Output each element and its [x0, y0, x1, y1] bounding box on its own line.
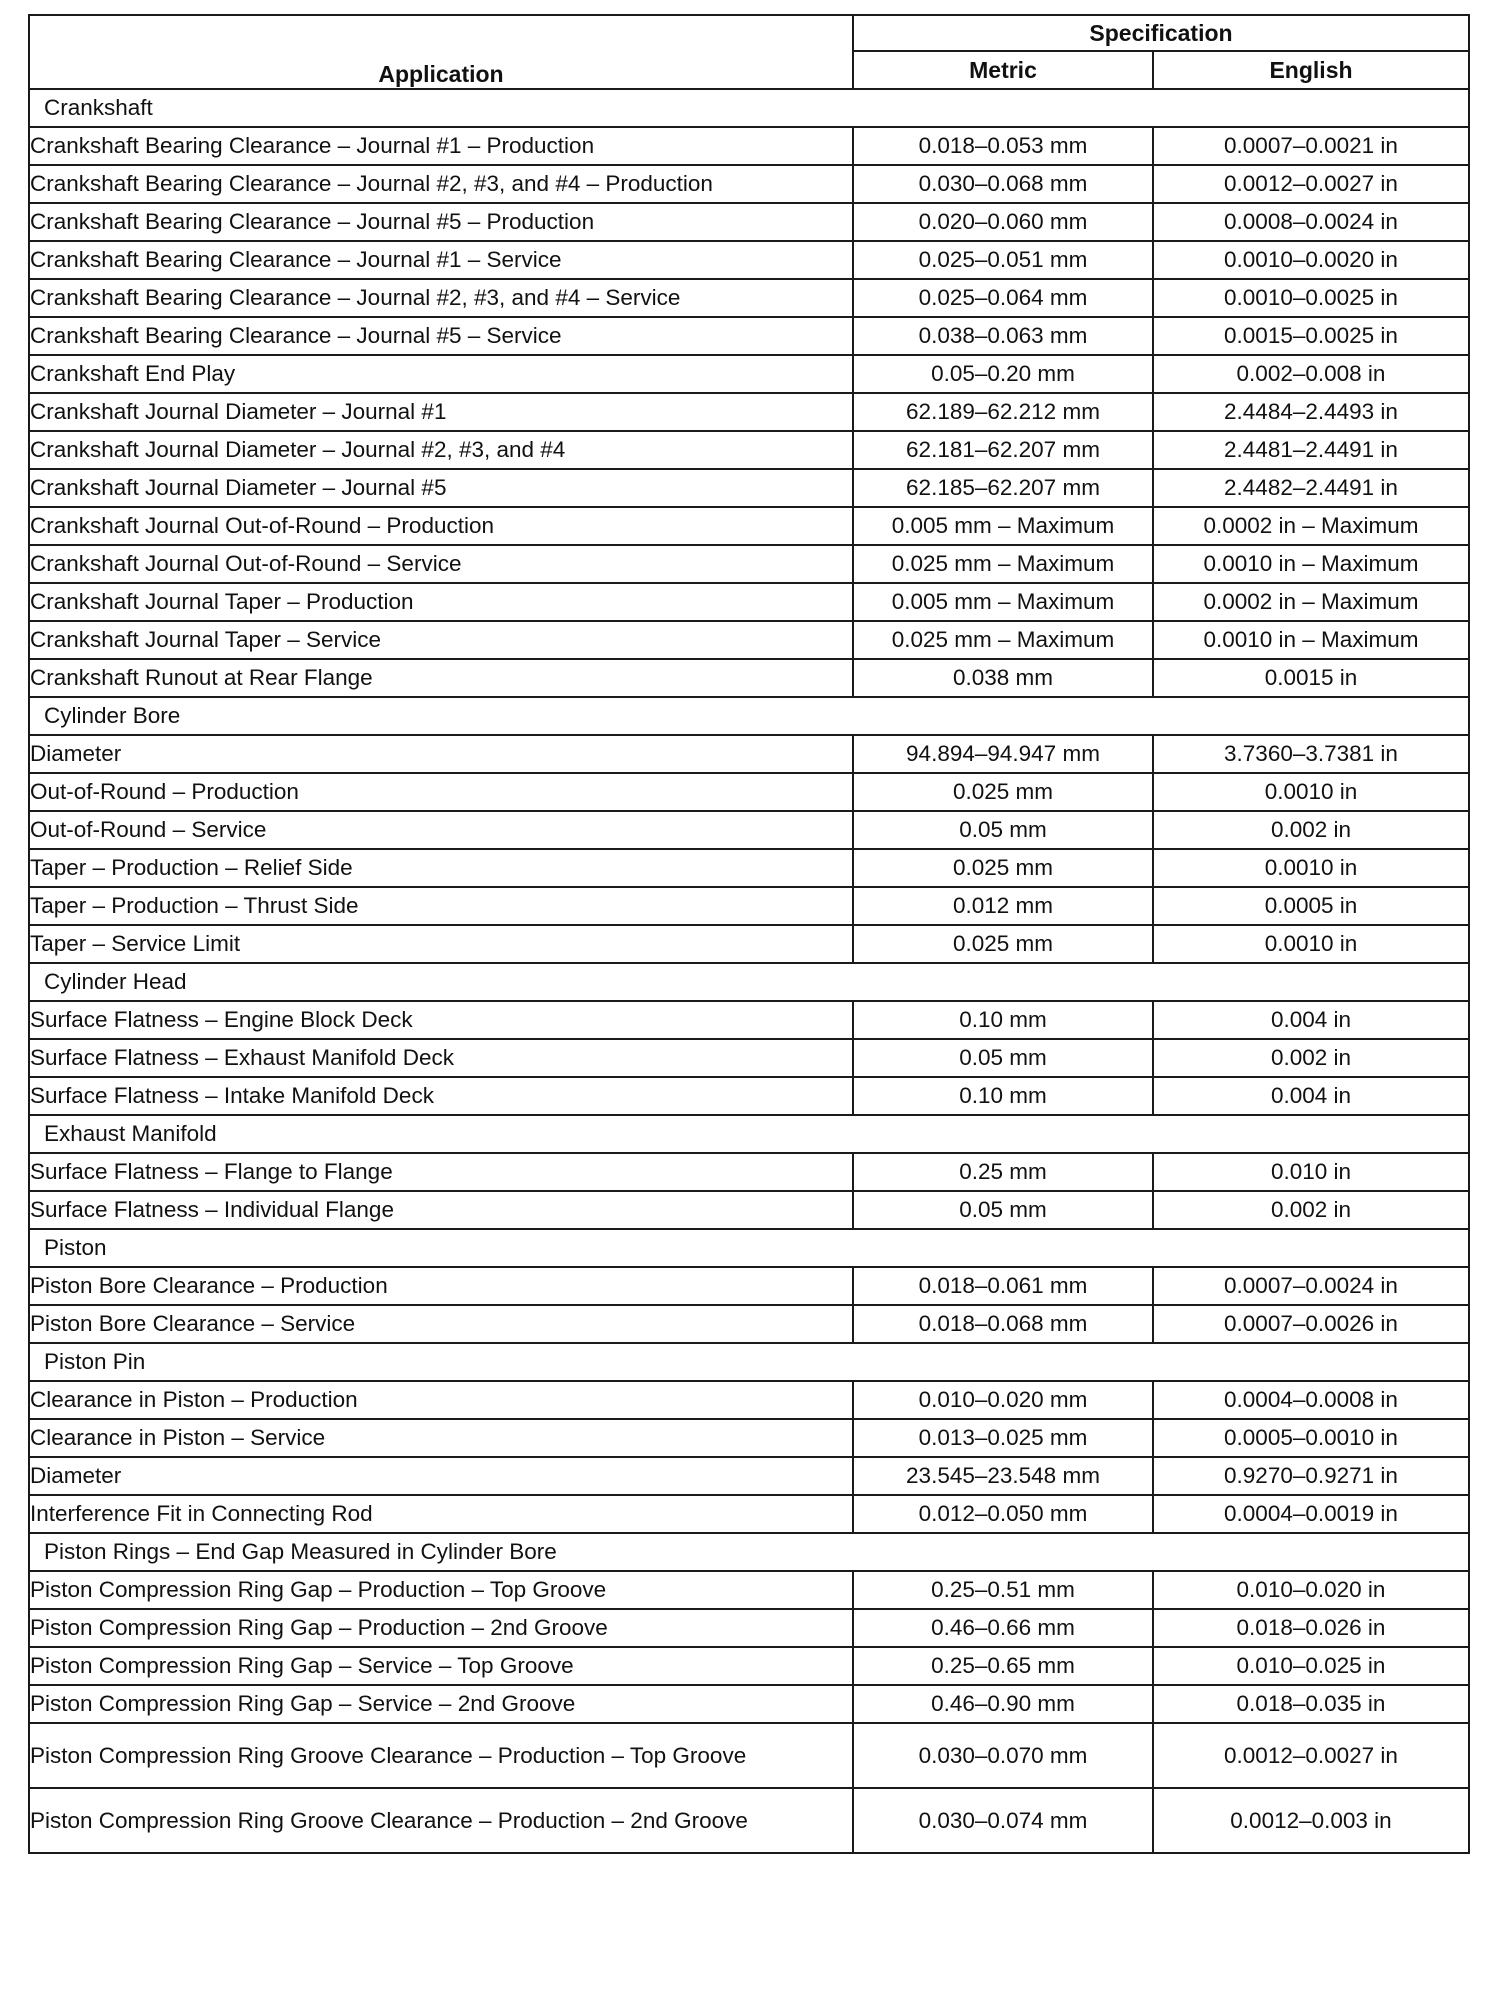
application-cell: Crankshaft Journal Out-of-Round – Service	[29, 545, 853, 583]
application-cell: Piston Bore Clearance – Service	[29, 1305, 853, 1343]
metric-header: Metric	[853, 51, 1153, 89]
section-title: Cylinder Head	[29, 963, 1469, 1001]
table-row	[29, 393, 1469, 431]
english-cell: 0.004 in	[1153, 1001, 1469, 1039]
metric-cell: 0.025 mm	[853, 773, 1153, 811]
table-row	[29, 735, 1469, 773]
metric-cell: 0.030–0.068 mm	[853, 165, 1153, 203]
english-cell: 0.0012–0.0027 in	[1153, 165, 1469, 203]
english-cell: 0.0007–0.0021 in	[1153, 127, 1469, 165]
metric-cell: 0.025 mm	[853, 925, 1153, 963]
section-title: Crankshaft	[29, 89, 1469, 127]
table-row	[29, 925, 1469, 963]
table-body	[29, 89, 1469, 1853]
english-cell: 0.0012–0.0027 in	[1153, 1723, 1469, 1788]
application-cell: Crankshaft Bearing Clearance – Journal #1 – Service	[29, 241, 853, 279]
english-cell: 0.0002 in – Maximum	[1153, 583, 1469, 621]
metric-cell: 0.005 mm – Maximum	[853, 583, 1153, 621]
application-cell: Crankshaft Journal Out-of-Round – Production	[29, 507, 853, 545]
table-row	[29, 1153, 1469, 1191]
table-row	[29, 203, 1469, 241]
english-cell: 2.4484–2.4493 in	[1153, 393, 1469, 431]
table-row	[29, 317, 1469, 355]
specification-table	[28, 14, 1470, 1854]
metric-cell: 0.10 mm	[853, 1077, 1153, 1115]
application-cell: Diameter	[29, 1457, 853, 1495]
metric-cell: 0.018–0.061 mm	[853, 1267, 1153, 1305]
spec-page	[28, 14, 1468, 1854]
english-cell: 0.010–0.020 in	[1153, 1571, 1469, 1609]
table-row	[29, 1457, 1469, 1495]
specification-header: Specification	[853, 15, 1469, 51]
english-cell: 0.0010–0.0020 in	[1153, 241, 1469, 279]
metric-cell: 0.25–0.51 mm	[853, 1571, 1153, 1609]
application-cell: Surface Flatness – Exhaust Manifold Deck	[29, 1039, 853, 1077]
metric-cell: 0.025 mm – Maximum	[853, 621, 1153, 659]
metric-cell: 0.46–0.66 mm	[853, 1609, 1153, 1647]
section-row	[29, 1115, 1469, 1153]
metric-cell: 0.05–0.20 mm	[853, 355, 1153, 393]
application-cell: Out-of-Round – Production	[29, 773, 853, 811]
application-cell: Crankshaft Runout at Rear Flange	[29, 659, 853, 697]
english-cell: 0.0010 in – Maximum	[1153, 621, 1469, 659]
table-row	[29, 849, 1469, 887]
application-cell: Piston Compression Ring Gap – Service – 2nd Groove	[29, 1685, 853, 1723]
metric-cell: 0.05 mm	[853, 1039, 1153, 1077]
application-header: Application	[29, 15, 853, 89]
english-cell: 0.0010 in	[1153, 925, 1469, 963]
table-header	[29, 15, 1469, 89]
application-cell: Piston Compression Ring Groove Clearance – Production – Top Groove	[29, 1723, 853, 1788]
table-row	[29, 1723, 1469, 1788]
application-cell: Surface Flatness – Individual Flange	[29, 1191, 853, 1229]
english-cell: 0.0004–0.0019 in	[1153, 1495, 1469, 1533]
section-row	[29, 1533, 1469, 1571]
table-row	[29, 659, 1469, 697]
english-cell: 0.0010–0.0025 in	[1153, 279, 1469, 317]
table-row	[29, 1419, 1469, 1457]
application-cell: Crankshaft Bearing Clearance – Journal #5 – Production	[29, 203, 853, 241]
table-row	[29, 279, 1469, 317]
application-cell: Crankshaft End Play	[29, 355, 853, 393]
application-cell: Piston Compression Ring Gap – Production – 2nd Groove	[29, 1609, 853, 1647]
metric-cell: 0.020–0.060 mm	[853, 203, 1153, 241]
metric-cell: 0.025–0.064 mm	[853, 279, 1153, 317]
english-cell: 0.002 in	[1153, 811, 1469, 849]
section-title: Piston	[29, 1229, 1469, 1267]
section-title: Piston Pin	[29, 1343, 1469, 1381]
table-row	[29, 1191, 1469, 1229]
metric-cell: 0.46–0.90 mm	[853, 1685, 1153, 1723]
table-row	[29, 1001, 1469, 1039]
metric-cell: 0.038–0.063 mm	[853, 317, 1153, 355]
metric-cell: 94.894–94.947 mm	[853, 735, 1153, 773]
application-cell: Taper – Production – Thrust Side	[29, 887, 853, 925]
metric-cell: 62.185–62.207 mm	[853, 469, 1153, 507]
metric-cell: 0.05 mm	[853, 811, 1153, 849]
section-title: Cylinder Bore	[29, 697, 1469, 735]
table-row	[29, 1571, 1469, 1609]
application-cell: Crankshaft Bearing Clearance – Journal #2, #3, and #4 – Service	[29, 279, 853, 317]
table-row	[29, 355, 1469, 393]
section-row	[29, 89, 1469, 127]
application-cell: Crankshaft Journal Taper – Service	[29, 621, 853, 659]
application-cell: Crankshaft Journal Diameter – Journal #1	[29, 393, 853, 431]
table-row	[29, 127, 1469, 165]
english-cell: 0.0015–0.0025 in	[1153, 317, 1469, 355]
metric-cell: 62.189–62.212 mm	[853, 393, 1153, 431]
table-row	[29, 241, 1469, 279]
english-cell: 0.0010 in – Maximum	[1153, 545, 1469, 583]
english-cell: 0.9270–0.9271 in	[1153, 1457, 1469, 1495]
application-cell: Piston Compression Ring Gap – Production – Top Groove	[29, 1571, 853, 1609]
english-cell: 3.7360–3.7381 in	[1153, 735, 1469, 773]
section-row	[29, 697, 1469, 735]
english-cell: 0.002–0.008 in	[1153, 355, 1469, 393]
english-cell: 0.0005–0.0010 in	[1153, 1419, 1469, 1457]
table-row	[29, 773, 1469, 811]
metric-cell: 62.181–62.207 mm	[853, 431, 1153, 469]
application-cell: Surface Flatness – Engine Block Deck	[29, 1001, 853, 1039]
english-cell: 0.018–0.035 in	[1153, 1685, 1469, 1723]
section-title: Exhaust Manifold	[29, 1115, 1469, 1153]
metric-cell: 0.25–0.65 mm	[853, 1647, 1153, 1685]
section-row	[29, 963, 1469, 1001]
table-row	[29, 1647, 1469, 1685]
table-row	[29, 1685, 1469, 1723]
english-cell: 2.4481–2.4491 in	[1153, 431, 1469, 469]
application-cell: Crankshaft Journal Diameter – Journal #2, #3, and #4	[29, 431, 853, 469]
metric-cell: 0.025–0.051 mm	[853, 241, 1153, 279]
table-row	[29, 165, 1469, 203]
application-cell: Taper – Service Limit	[29, 925, 853, 963]
english-cell: 0.004 in	[1153, 1077, 1469, 1115]
table-row	[29, 621, 1469, 659]
table-row	[29, 1609, 1469, 1647]
metric-cell: 0.012 mm	[853, 887, 1153, 925]
metric-cell: 0.025 mm – Maximum	[853, 545, 1153, 583]
english-cell: 2.4482–2.4491 in	[1153, 469, 1469, 507]
english-cell: 0.0010 in	[1153, 849, 1469, 887]
application-cell: Crankshaft Journal Taper – Production	[29, 583, 853, 621]
english-cell: 0.002 in	[1153, 1191, 1469, 1229]
table-row	[29, 545, 1469, 583]
english-cell: 0.0007–0.0026 in	[1153, 1305, 1469, 1343]
metric-cell: 0.10 mm	[853, 1001, 1153, 1039]
english-cell: 0.0004–0.0008 in	[1153, 1381, 1469, 1419]
table-row	[29, 1788, 1469, 1853]
english-cell: 0.0010 in	[1153, 773, 1469, 811]
metric-cell: 23.545–23.548 mm	[853, 1457, 1153, 1495]
english-cell: 0.002 in	[1153, 1039, 1469, 1077]
english-cell: 0.010 in	[1153, 1153, 1469, 1191]
application-cell: Piston Bore Clearance – Production	[29, 1267, 853, 1305]
english-cell: 0.0012–0.003 in	[1153, 1788, 1469, 1853]
metric-cell: 0.25 mm	[853, 1153, 1153, 1191]
application-cell: Crankshaft Bearing Clearance – Journal #2, #3, and #4 – Production	[29, 165, 853, 203]
english-cell: 0.0008–0.0024 in	[1153, 203, 1469, 241]
metric-cell: 0.025 mm	[853, 849, 1153, 887]
table-row	[29, 1305, 1469, 1343]
metric-cell: 0.005 mm – Maximum	[853, 507, 1153, 545]
table-row	[29, 1495, 1469, 1533]
section-title: Piston Rings – End Gap Measured in Cylinder Bore	[29, 1533, 1469, 1571]
application-cell: Clearance in Piston – Production	[29, 1381, 853, 1419]
table-row	[29, 887, 1469, 925]
application-cell: Piston Compression Ring Groove Clearance – Production – 2nd Groove	[29, 1788, 853, 1853]
english-cell: 0.0015 in	[1153, 659, 1469, 697]
english-cell: 0.018–0.026 in	[1153, 1609, 1469, 1647]
application-cell: Diameter	[29, 735, 853, 773]
application-cell: Clearance in Piston – Service	[29, 1419, 853, 1457]
table-row	[29, 1267, 1469, 1305]
table-row	[29, 1039, 1469, 1077]
table-row	[29, 1077, 1469, 1115]
application-cell: Out-of-Round – Service	[29, 811, 853, 849]
table-row	[29, 811, 1469, 849]
table-row	[29, 507, 1469, 545]
metric-cell: 0.030–0.070 mm	[853, 1723, 1153, 1788]
application-cell: Interference Fit in Connecting Rod	[29, 1495, 853, 1533]
english-cell: 0.0007–0.0024 in	[1153, 1267, 1469, 1305]
application-cell: Piston Compression Ring Gap – Service – Top Groove	[29, 1647, 853, 1685]
metric-cell: 0.018–0.068 mm	[853, 1305, 1153, 1343]
application-cell: Taper – Production – Relief Side	[29, 849, 853, 887]
english-cell: 0.0005 in	[1153, 887, 1469, 925]
table-row	[29, 583, 1469, 621]
table-row	[29, 1381, 1469, 1419]
application-cell: Crankshaft Bearing Clearance – Journal #5 – Service	[29, 317, 853, 355]
application-cell: Crankshaft Bearing Clearance – Journal #1 – Production	[29, 127, 853, 165]
table-row	[29, 469, 1469, 507]
application-cell: Crankshaft Journal Diameter – Journal #5	[29, 469, 853, 507]
metric-cell: 0.010–0.020 mm	[853, 1381, 1153, 1419]
metric-cell: 0.030–0.074 mm	[853, 1788, 1153, 1853]
english-header: English	[1153, 51, 1469, 89]
metric-cell: 0.018–0.053 mm	[853, 127, 1153, 165]
application-cell: Surface Flatness – Flange to Flange	[29, 1153, 853, 1191]
metric-cell: 0.038 mm	[853, 659, 1153, 697]
metric-cell: 0.013–0.025 mm	[853, 1419, 1153, 1457]
english-cell: 0.0002 in – Maximum	[1153, 507, 1469, 545]
english-cell: 0.010–0.025 in	[1153, 1647, 1469, 1685]
section-row	[29, 1343, 1469, 1381]
metric-cell: 0.05 mm	[853, 1191, 1153, 1229]
section-row	[29, 1229, 1469, 1267]
metric-cell: 0.012–0.050 mm	[853, 1495, 1153, 1533]
application-cell: Surface Flatness – Intake Manifold Deck	[29, 1077, 853, 1115]
table-row	[29, 431, 1469, 469]
